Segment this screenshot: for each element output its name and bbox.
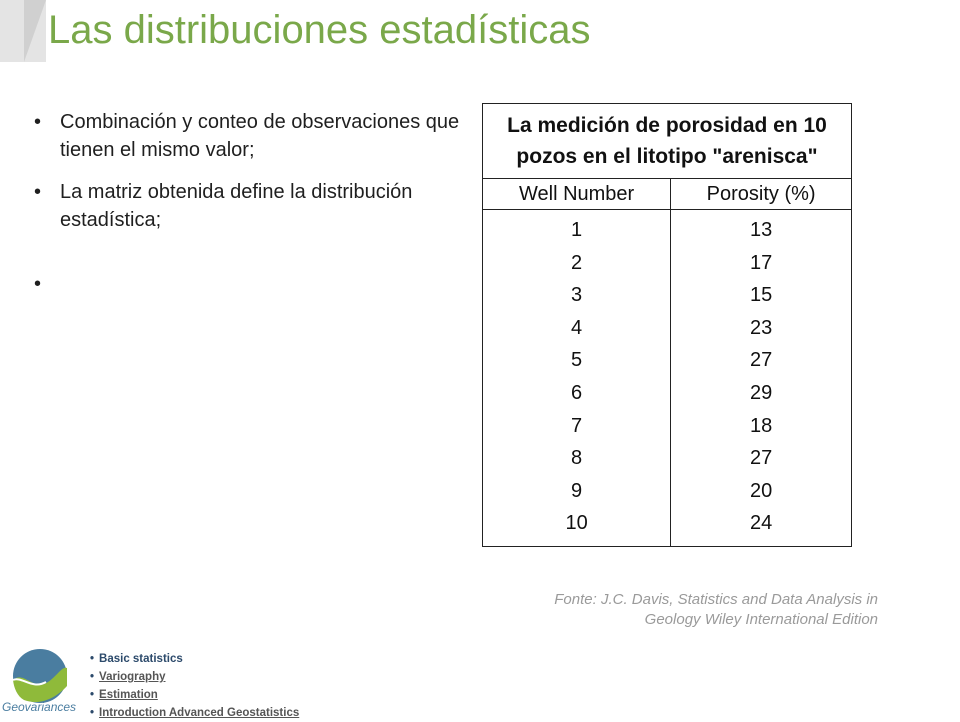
- bullet-item-empty: [34, 270, 464, 298]
- porosity-table: [482, 103, 852, 547]
- nav-link-variography[interactable]: Variography: [99, 671, 166, 683]
- bullet-dot-icon: •: [34, 181, 42, 203]
- table-cell-porosity: 23: [749, 316, 773, 339]
- table-cell-porosity: 27: [749, 447, 773, 470]
- nav-link-estimation[interactable]: Estimation: [99, 689, 158, 701]
- table-caption: La medición de porosidad en 10 pozos en el litotipo "arenisca": [483, 104, 852, 179]
- section-nav: [90, 650, 299, 722]
- nav-link-advanced-geostatistics[interactable]: Introduction Advanced Geostatistics: [99, 707, 300, 719]
- bullet-item: • Combinación y conteo de observaciones que tienen el mismo valor;: [34, 108, 464, 164]
- table-cell-porosity: 24: [749, 512, 773, 535]
- table-cell-porosity: 17: [749, 251, 773, 274]
- bullet-dot-icon: •: [34, 111, 42, 133]
- table-cell-well-number: 5: [571, 349, 583, 372]
- nav-item-basic-statistics: • Basic statistics: [90, 653, 183, 665]
- table-cell-porosity: 15: [749, 284, 773, 307]
- table-cell-porosity: 20: [749, 479, 773, 502]
- slide-title: Las distribuciones estadísticas: [48, 8, 591, 52]
- table-cell-well-number: 6: [571, 381, 583, 404]
- porosity-column: [671, 210, 852, 547]
- table-cell-porosity: 27: [749, 349, 773, 372]
- table-cell-well-number: 9: [571, 479, 583, 502]
- header-well-number: Well Number: [483, 179, 671, 210]
- table-cell-porosity: 29: [749, 381, 773, 404]
- header-porosity: Porosity (%): [671, 179, 852, 210]
- table-cell-porosity: 18: [749, 414, 773, 437]
- nav-item-advanced-geostatistics[interactable]: • Introduction Advanced Geostatistics: [90, 707, 300, 719]
- corner-decoration-slant: [24, 0, 46, 62]
- table-cell-well-number: 4: [571, 316, 583, 339]
- table-cell-well-number: 8: [571, 447, 583, 470]
- well-number-column: [483, 210, 671, 547]
- table-cell-porosity: 13: [749, 219, 773, 241]
- table-cell-well-number: 7: [571, 414, 583, 437]
- table-cell-well-number: 10: [565, 512, 588, 535]
- logo-text: Geovariances: [2, 700, 77, 714]
- bullet-item: • La matriz obtenida define la distribución estadística;: [34, 178, 464, 234]
- source-citation: Fonte: J.C. Davis, Statistics and Data Analysis in Geology Wiley International Edition: [554, 591, 878, 628]
- table-cell-well-number: 2: [571, 251, 583, 274]
- bullet-dot-icon: •: [34, 273, 42, 295]
- table-cell-well-number: 3: [571, 284, 583, 307]
- bullet-list: [34, 108, 464, 312]
- nav-item-estimation[interactable]: • Estimation: [90, 689, 158, 701]
- nav-item-variography[interactable]: • Variography: [90, 671, 166, 683]
- table-cell-well-number: 1: [571, 219, 583, 241]
